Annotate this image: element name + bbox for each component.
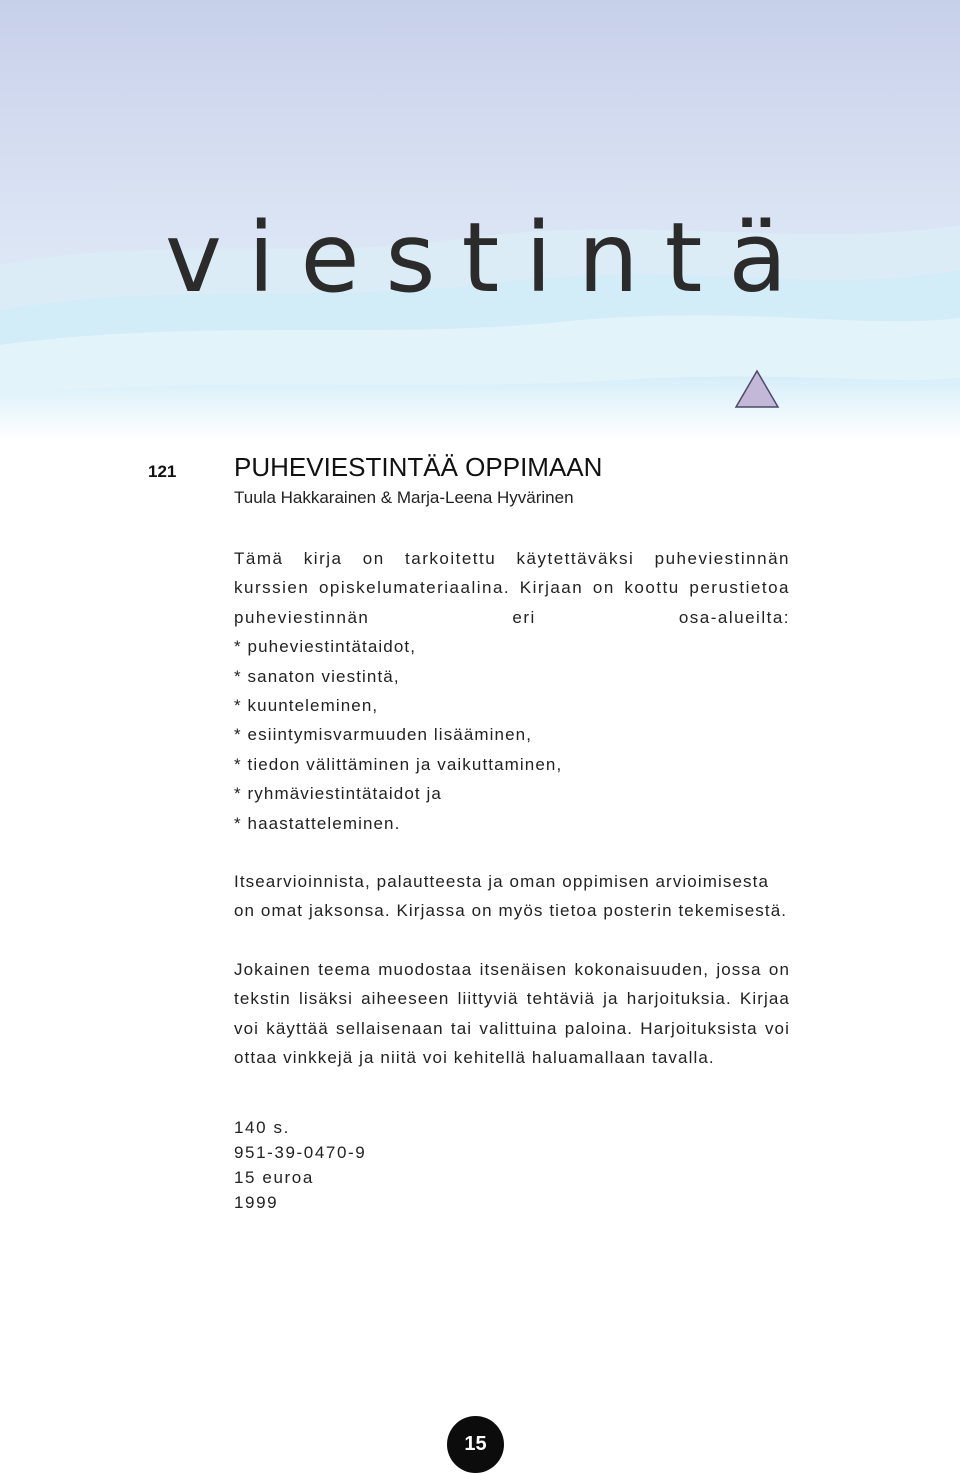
triangle-icon bbox=[734, 369, 780, 409]
topic-item: * kuunteleminen, bbox=[234, 696, 379, 716]
topic-item: * ryhmäviestintätaidot ja bbox=[234, 784, 442, 804]
isbn: 951-39-0470-9 bbox=[234, 1142, 367, 1162]
section-title: viestintä bbox=[165, 202, 814, 314]
book-details bbox=[234, 1115, 790, 1215]
paragraph-themes: Jokainen teema muodostaa itsenäisen kokonaisuuden, jossa on tekstin lisäksi aiheeseen liittyviä tehtäviä ja harjoituksia. Kirjaa voi käyttää sellaisenaan tai valittuina paloina. Harjoituksista voi ottaa vinkkejä ja niitä voi kehitellä haluamallaan tavalla. bbox=[234, 959, 790, 1068]
description-intro: Tämä kirja on tarkoitettu käytettäväksi puheviestinnän kurssien opiskelumateriaalina. Kirjaan on koottu perustietoa puheviestinnän eri osa-alueilta: bbox=[234, 549, 790, 627]
topic-list bbox=[234, 632, 790, 838]
topic-item: * haastatteleminen. bbox=[234, 813, 401, 833]
book-entry bbox=[234, 451, 790, 1215]
book-number: 121 bbox=[148, 462, 177, 481]
topic-item: * puheviestintätaidot, bbox=[234, 637, 417, 657]
paragraph-self-assessment: Itsearvioinnista, palautteesta ja oman oppimisen arvioimisesta on omat jaksonsa. Kirjassa on myös tietoa posterin tekemisestä. bbox=[234, 872, 788, 921]
publication-year: 1999 bbox=[234, 1192, 279, 1212]
topic-item: * esiintymisvarmuuden lisääminen, bbox=[234, 725, 533, 745]
topic-item: * tiedon välittäminen ja vaikuttaminen, bbox=[234, 754, 563, 774]
book-authors: Tuula Hakkarainen & Marja-Leena Hyvärinen bbox=[234, 488, 574, 507]
page-number-badge: 15 bbox=[447, 1416, 504, 1473]
topic-item: * sanaton viestintä, bbox=[234, 666, 400, 686]
price: 15 euroa bbox=[234, 1167, 314, 1187]
book-title: PUHEVIESTINTÄÄ OPPIMAAN bbox=[234, 452, 603, 482]
page-count: 140 s. bbox=[234, 1117, 290, 1137]
